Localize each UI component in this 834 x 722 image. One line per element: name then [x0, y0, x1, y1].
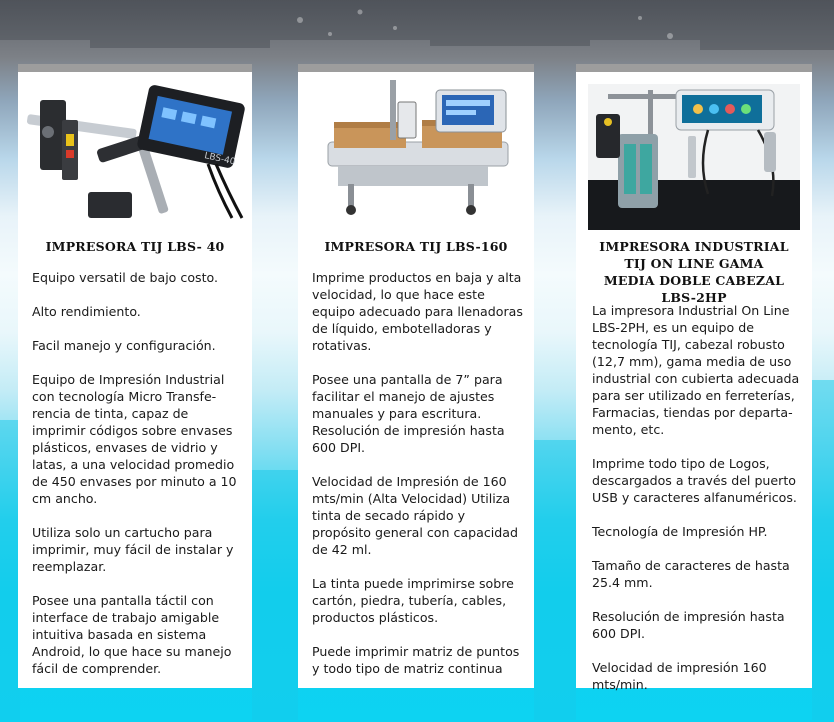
paragraph: Utiliza solo un cartucho para imprimir, muy fácil de instalar y reemplazar.	[32, 525, 234, 574]
product-card-lbs-2hp	[576, 64, 812, 692]
paragraph: La impresora Industrial On Line LBS-2PH, es un equipo de tecnología TIJ, cabezal robusto (12,7 mm), gama media de uso industrial con cubierta adecuada para ser utilizado en ferreterías, Farmacias, tiendas por departa-mento, etc.	[592, 303, 800, 437]
paragraph: Imprime todo tipo de Logos, descargados a través del puerto USB y caracteres alfanuméricos.	[592, 456, 797, 505]
paragraph: Tecnología de Impresión HP.	[592, 524, 768, 539]
paragraph: Velocidad de impresión 160 mts/min.	[592, 660, 767, 692]
paragraph: Alto rendimiento.	[32, 304, 141, 319]
paragraph: Posee una pantalla táctil con interface de trabajo amigable intuitiva basada en sistema Android, lo que hace su manejo fácil de comprender.	[32, 593, 232, 676]
paragraph: Equipo versatil de bajo costo.	[32, 270, 219, 285]
product-description	[312, 269, 524, 694]
product-card-lbs-160	[298, 64, 534, 688]
product-title: IMPRESORA INDUSTRIAL TIJ ON LINE GAMA MEDIA DOBLE CABEZAL LBS-2HP	[599, 239, 789, 305]
paragraph: Puede imprimir matriz de puntos y todo tipo de matriz continua	[312, 644, 520, 676]
paragraph: Equipo de Impresión Industrial con tecnología Micro Transfe-rencia de tinta, capaz de imprimir códigos sobre envases plásticos, envases de vidrio y latas, a una velocidad promedio de 450 envases por minuto a 10 cm ancho.	[32, 372, 237, 506]
product-image-lbs-40	[18, 72, 252, 222]
product-card-lbs-40	[18, 64, 252, 688]
product-image-lbs-160	[298, 72, 534, 222]
paragraph: Facil manejo y configuración.	[32, 338, 216, 353]
product-title: IMPRESORA TIJ LBS-160	[324, 239, 508, 254]
paragraph: Velocidad de Impresión de 160 mts/min (Alta Velocidad) Utiliza tinta de secado rápido y propósito general con capacidad de 42 ml.	[312, 474, 518, 557]
paragraph: Posee una pantalla de 7” para facilitar el manejo de ajustes manuales y para escritura. Resolución de impresión hasta 600 DPI.	[312, 372, 505, 455]
paragraph: Resolución de impresión hasta 600 DPI.	[592, 609, 785, 641]
product-description	[592, 302, 802, 710]
product-title: IMPRESORA TIJ LBS- 40	[45, 239, 225, 254]
device-label: LBS-40	[203, 151, 237, 168]
paragraph: La tinta puede imprimirse sobre cartón, piedra, tubería, cables, productos plásticos.	[312, 576, 514, 625]
paragraph: Imprime productos en baja y alta velocidad, lo que hace este equipo adecuado para llenadoras de líquido, embotelladoras y rotativas.	[312, 270, 523, 353]
product-description	[32, 269, 242, 694]
product-image-lbs-2hp	[588, 84, 800, 230]
paragraph: Tamaño de caracteres de hasta 25.4 mm.	[592, 558, 790, 590]
